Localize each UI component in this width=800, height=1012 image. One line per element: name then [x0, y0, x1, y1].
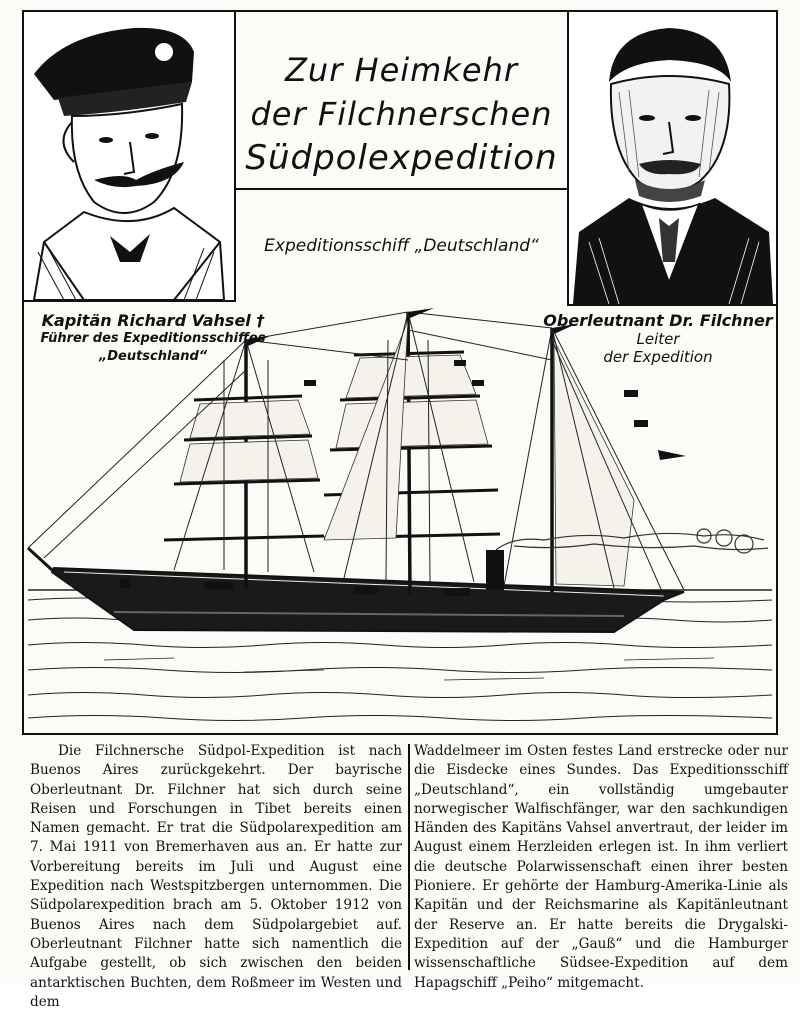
caption-filchner: [540, 312, 776, 366]
headline-line-2: der Filchnerschen: [250, 95, 553, 133]
portrait-filchner: [567, 10, 778, 306]
portrait-vahsel: [22, 10, 236, 302]
caption-filchner-role-2: der Expedition: [603, 348, 713, 366]
ship-caption: Expeditionsschiff „Deutschland“: [264, 236, 539, 256]
caption-filchner-role-1: Leiter: [636, 330, 680, 348]
caption-vahsel-name: Kapitän Richard Vahsel †: [41, 311, 265, 330]
portrait-filchner-image: [569, 12, 776, 304]
article-column-right: Waddelmeer im Osten festes Land erstrecke oder nur die Eisdecke eines Sundes. Das Expeditionsschiff „Deutschland“, ein vollständig umgebauter norwegischer Walfischfänger, war den sachkundigen Händen des Kapitäns Vahsel anvertraut, der leider im August einem Herzleiden erlegen ist. In ihm verliert die deutsche Polarwissenschaft einen ihrer besten Pioniere. Er gehörte der Hamburg-Amerika-Linie als Kapitän und der Reichsmarine als Kapitänleutnant der Reserve an. Er hatte bereits die Drygalski-Expedition auf der „Gauß“ und die Hamburger wissenschaftliche Südsee-Expedition auf dem Hapagschiff „Peiho“ mitgemacht.: [414, 743, 788, 991]
portrait-vahsel-image: [24, 12, 234, 300]
caption-vahsel-role-2: „Deutschland“: [98, 349, 208, 364]
article-column-left: Die Filchnersche Südpol-Expedition ist nach Buenos Aires zurückgekehrt. Der bayrische Oberleutnant Dr. Filchner hat sich durch seine Reisen und Forschungen in Tibet bereits einen Namen gemacht. Er trat die Südpolarexpedition am 7. Mai 1911 von Bremerhaven aus an. Er hatte zur Vorbereitung bereits im Juli und August eine Expedition nach Westspitzbergen unternommen. Die Südpolarexpedition brach am 5. Oktober 1912 von Buenos Aires nach dem Südpolargebiet auf. Oberleutnant Filchner hatte sich namentlich die Aufgabe gestellt, ob sich zwischen den beiden antarktischen Buchten, dem Roßmeer im Westen und dem: [30, 743, 402, 1010]
caption-vahsel-role-1: Führer des Expeditionsschiffes: [40, 331, 266, 346]
caption-vahsel: [28, 312, 278, 366]
headline-line-1: Zur Heimkehr: [285, 51, 518, 89]
headline-box: [236, 10, 567, 190]
article: [22, 742, 794, 1010]
headline-line-3: Südpolexpedition: [245, 138, 558, 178]
caption-filchner-name: Oberleutnant Dr. Filchner: [543, 311, 773, 330]
column-divider: [408, 744, 410, 970]
